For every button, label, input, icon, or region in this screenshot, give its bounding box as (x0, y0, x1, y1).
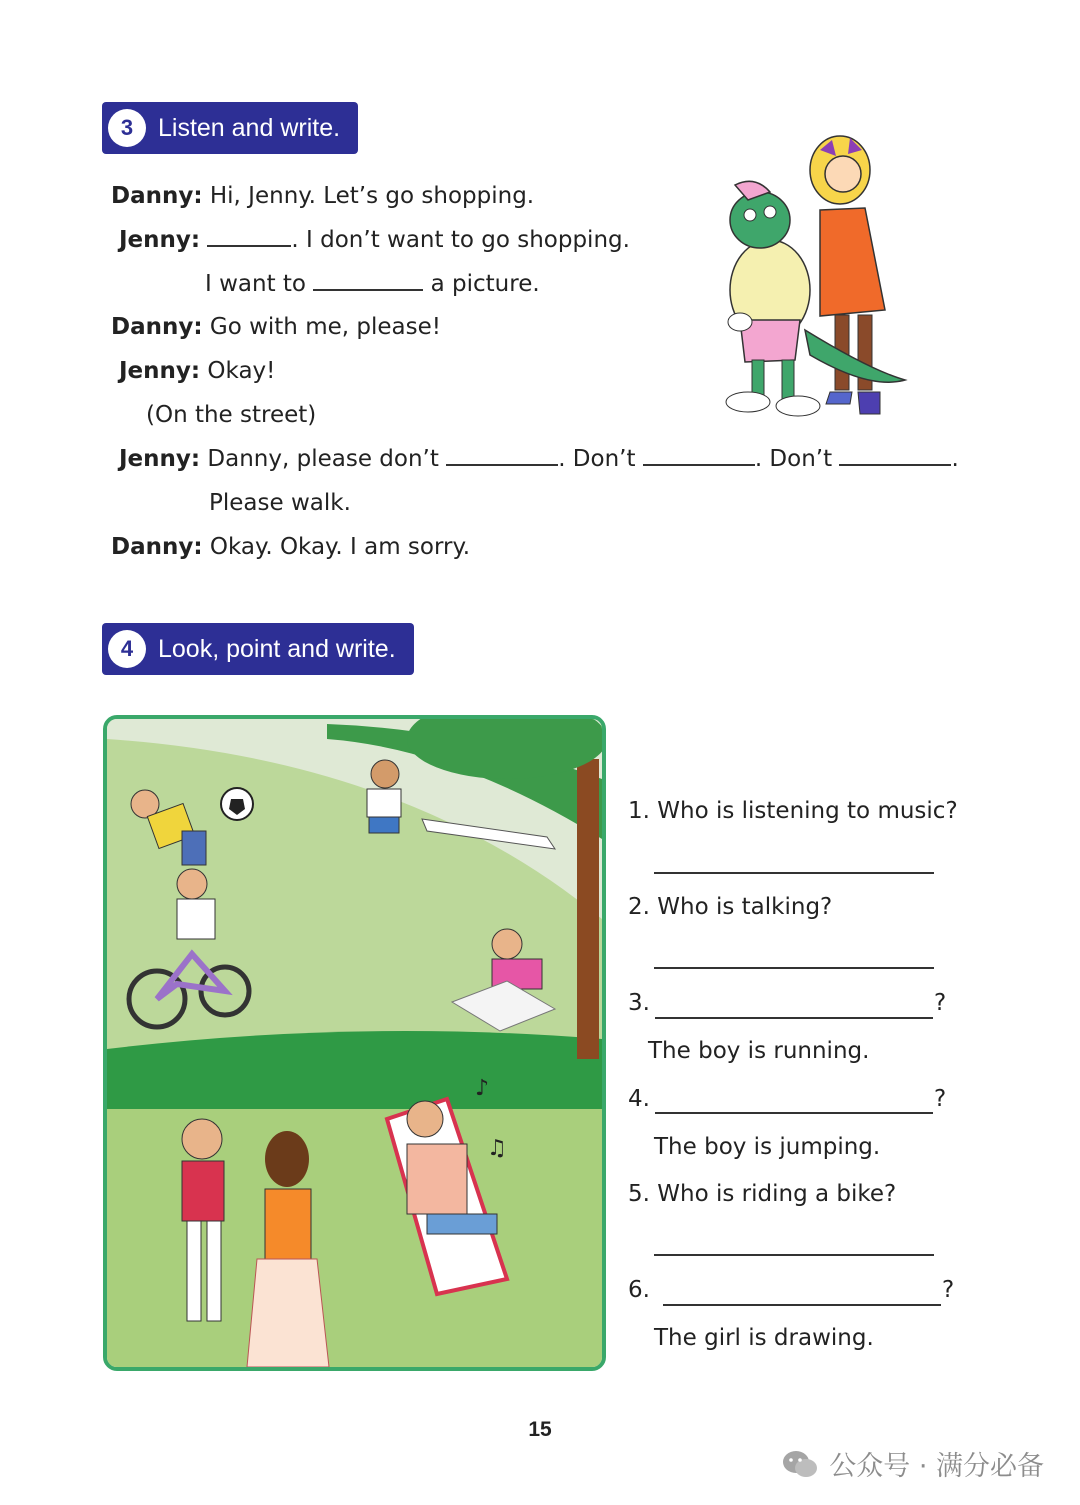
section-title: Listen and write. (158, 113, 341, 142)
question-number: 3. (628, 990, 650, 1016)
answer-blank[interactable] (313, 288, 423, 291)
dinosaur-and-girl-illustration (700, 130, 915, 430)
watermark (781, 1444, 1044, 1483)
dialog-line-9 (111, 534, 470, 560)
answer-line[interactable] (654, 872, 934, 874)
answer-blank[interactable] (446, 463, 558, 466)
dialog-text: Okay! (207, 358, 276, 384)
section-4-header (102, 623, 414, 675)
dialog-line-7 (119, 446, 959, 472)
question-text: Who is riding a bike? (657, 1181, 897, 1207)
speaker-name: Jenny (119, 358, 191, 384)
dialog-text: . Don’t (754, 446, 833, 472)
section-number-badge: 4 (108, 630, 146, 668)
dialog-line-1 (111, 183, 534, 209)
dialog-text: . I don’t want to go shopping. (291, 227, 630, 253)
answer-blank[interactable] (643, 463, 755, 466)
speaker-name: Danny (111, 183, 194, 209)
dialog-text: a picture. (430, 271, 540, 297)
dialog-text: I want to (205, 271, 306, 297)
answer-line[interactable] (655, 1017, 933, 1019)
dialog-line-2 (119, 227, 630, 253)
answer-sentence: The boy is running. (648, 1038, 870, 1064)
dialog-text: Please walk. (209, 490, 351, 516)
dialog-text: Danny, please don’t (207, 446, 439, 472)
question-number: 1. (628, 798, 650, 824)
dialog-text: . (951, 446, 959, 472)
question-text: Who is listening to music? (657, 798, 958, 824)
page-number: 15 (528, 1418, 552, 1441)
question-3 (628, 990, 650, 1016)
question-number: 2. (628, 894, 650, 920)
dialog-text: . Don’t (558, 446, 636, 472)
speaker-name: Danny (111, 534, 194, 560)
question-1 (628, 798, 958, 824)
question-mark: ? (934, 1086, 947, 1112)
dialog-text: Okay. Okay. I am sorry. (209, 534, 471, 560)
question-number: 4. (628, 1086, 650, 1112)
speaker-name: Jenny (119, 227, 191, 253)
speaker-colon: : (193, 183, 203, 209)
answer-line[interactable] (655, 1112, 933, 1114)
speaker-colon: : (193, 314, 203, 340)
svg-text:♪: ♪ (475, 1076, 490, 1101)
answer-line[interactable] (654, 967, 934, 969)
dialog-line-5 (119, 358, 275, 384)
speaker-colon: : (190, 446, 201, 472)
dialog-line-4 (111, 314, 441, 340)
question-6 (628, 1277, 650, 1303)
answer-sentence: The girl is drawing. (654, 1325, 874, 1351)
speaker-colon: : (193, 534, 203, 560)
question-number: 5. (628, 1181, 650, 1207)
question-number: 6. (628, 1277, 650, 1303)
park-scene-illustration (103, 715, 606, 1371)
section-number-badge: 3 (108, 109, 146, 147)
dialog-text: Hi, Jenny. Let’s go shopping. (209, 183, 535, 209)
watermark-text: 公众号 · 满分必备 (829, 1451, 1044, 1482)
dialog-line-8 (209, 490, 351, 516)
speaker-name: Jenny (119, 446, 191, 472)
stage-direction (146, 402, 316, 428)
question-5 (628, 1181, 896, 1207)
answer-sentence: The boy is jumping. (654, 1134, 881, 1160)
answer-line[interactable] (654, 1254, 934, 1256)
svg-text:♫: ♫ (487, 1136, 507, 1161)
question-mark: ? (942, 1277, 955, 1303)
question-2 (628, 894, 832, 920)
section-title: Look, point and write. (158, 634, 396, 663)
question-4 (628, 1086, 650, 1112)
wechat-icon (781, 1449, 819, 1479)
dialog-text: (On the street) (146, 402, 317, 428)
speaker-name: Danny (111, 314, 194, 340)
dialog-text: Go with me, please! (209, 314, 441, 340)
park-scene-drawing (107, 719, 602, 1367)
answer-line[interactable] (663, 1304, 941, 1306)
speaker-colon: : (190, 227, 201, 253)
speaker-colon: : (190, 358, 201, 384)
question-mark: ? (934, 990, 947, 1016)
dialog-line-3 (205, 271, 540, 297)
answer-blank[interactable] (839, 463, 951, 466)
question-text: Who is talking? (657, 894, 833, 920)
section-3-header (102, 102, 358, 154)
answer-blank[interactable] (207, 244, 291, 247)
